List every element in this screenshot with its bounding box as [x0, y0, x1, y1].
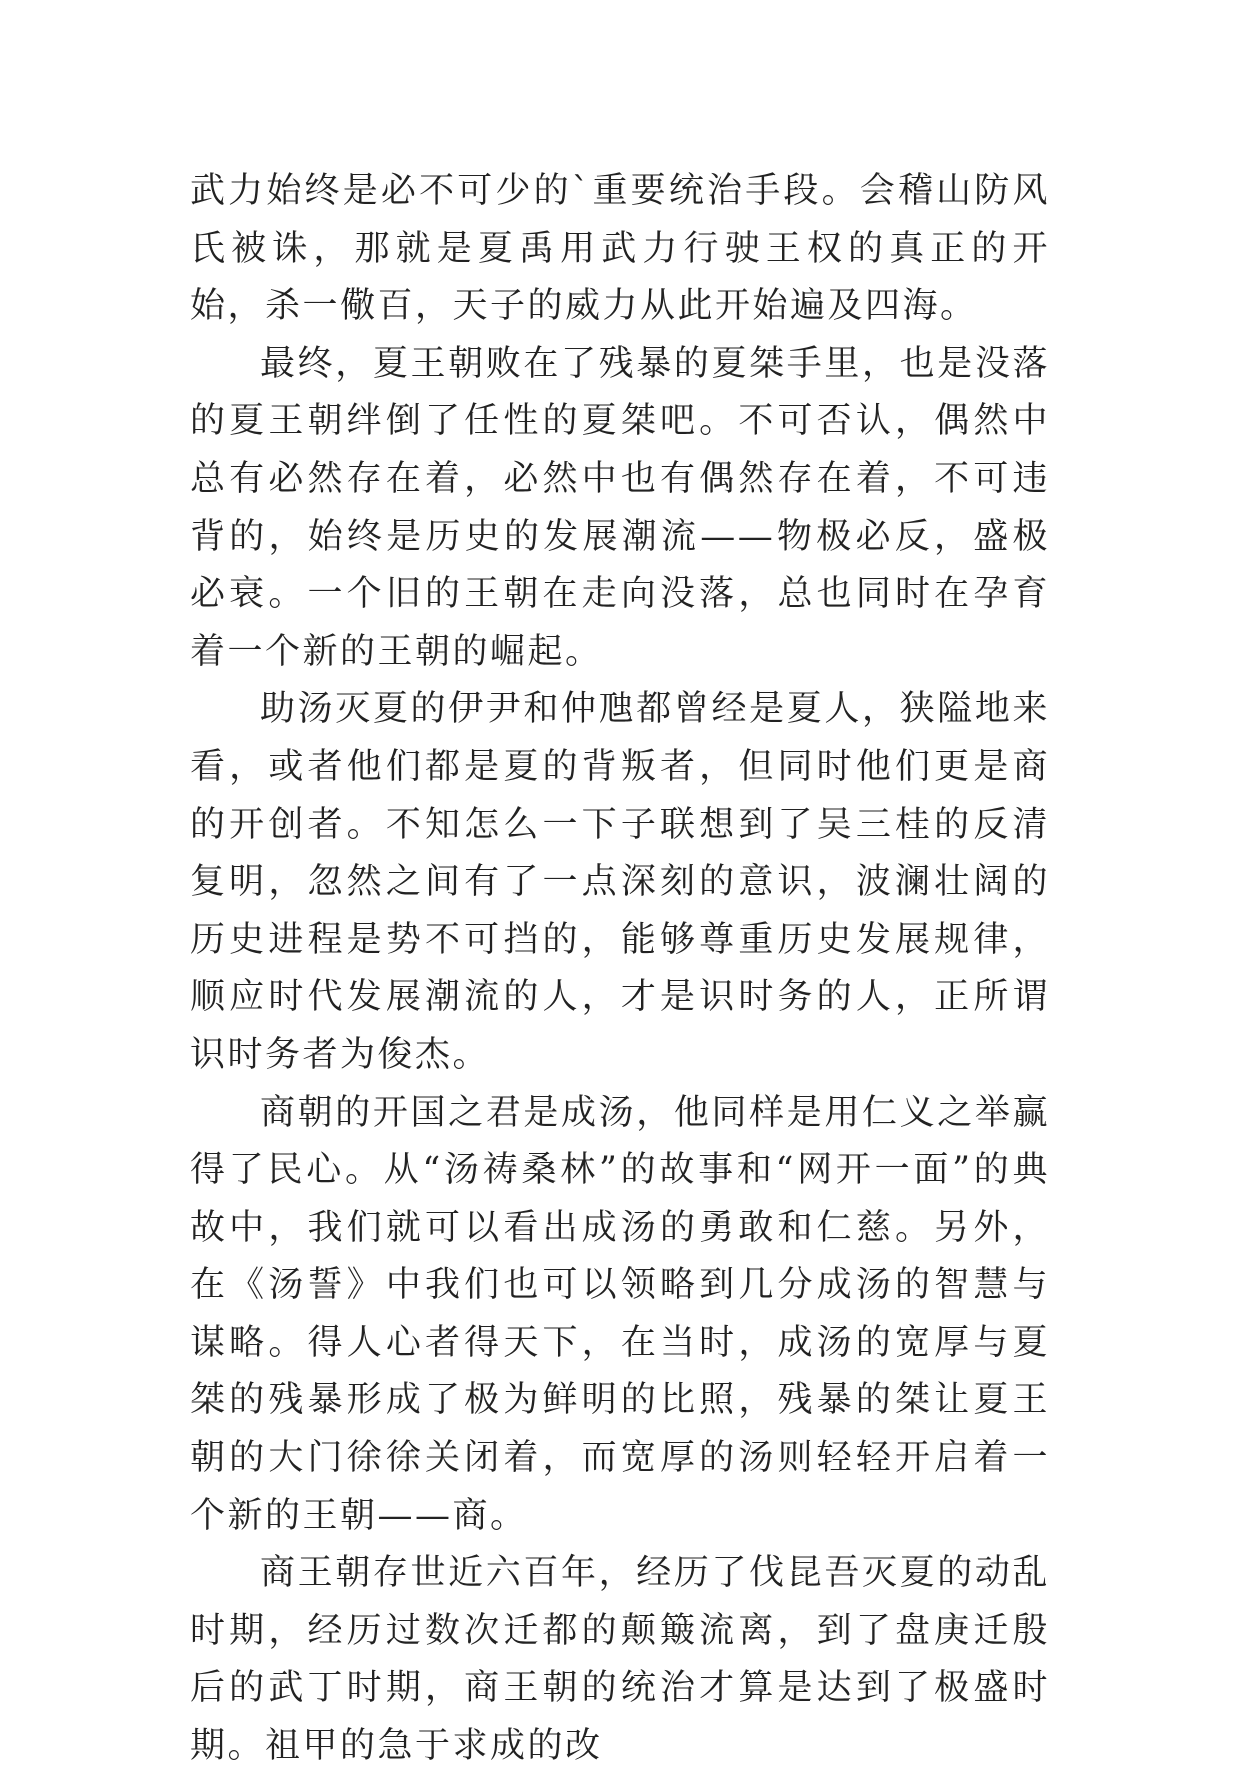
paragraph: 助汤灭夏的伊尹和仲虺都曾经是夏人，狭隘地来看，或者他们都是夏的背叛者，但同时他们更是商的开创者。不知怎么一下子联想到了吴三桂的反清复明，忽然之间有了一点深刻的意识，波澜壮阔的历史进程是势不可挡的，能够尊重历史发展规律，顺应时代发展潮流的人，才是识时务的人，正所谓识时务者为俊杰。 [190, 689, 1050, 1075]
paragraph: 最终，夏王朝败在了残暴的夏桀手里，也是没落的夏王朝绊倒了任性的夏桀吧。不可否认，偶然中总有必然存在着，必然中也有偶然存在着，不可违背的，始终是历史的发展潮流——物极必反，盛极必衰。一个旧的王朝在走向没落，总也同时在孕育着一个新的王朝的崛起。 [190, 343, 1050, 672]
paragraph: 商王朝存世近六百年，经历了伐昆吾灭夏的动乱时期，经历过数次迁都的颠簸流离，到了盘庚迁殷后的武丁时期，商王朝的统治才算是达到了极盛时期。祖甲的急于求成的改 [190, 1553, 1050, 1767]
document-body [190, 163, 1050, 1776]
paragraph: 武力始终是必不可少的`重要统治手段。会稽山防风氏被诛，那就是夏禹用武力行驶王权的真正的开始，杀一儆百，天子的威力从此开始遍及四海。 [190, 171, 1050, 327]
paragraph: 商朝的开国之君是成汤，他同样是用仁义之举赢得了民心。从“汤祷桑林”的故事和“网开一面”的典故中，我们就可以看出成汤的勇敢和仁慈。另外，在《汤誓》中我们也可以领略到几分成汤的智慧与谋略。得人心者得天下，在当时，成汤的宽厚与夏桀的残暴形成了极为鲜明的比照，残暴的桀让夏王朝的大门徐徐关闭着，而宽厚的汤则轻轻开启着一个新的王朝——商。 [190, 1092, 1050, 1536]
